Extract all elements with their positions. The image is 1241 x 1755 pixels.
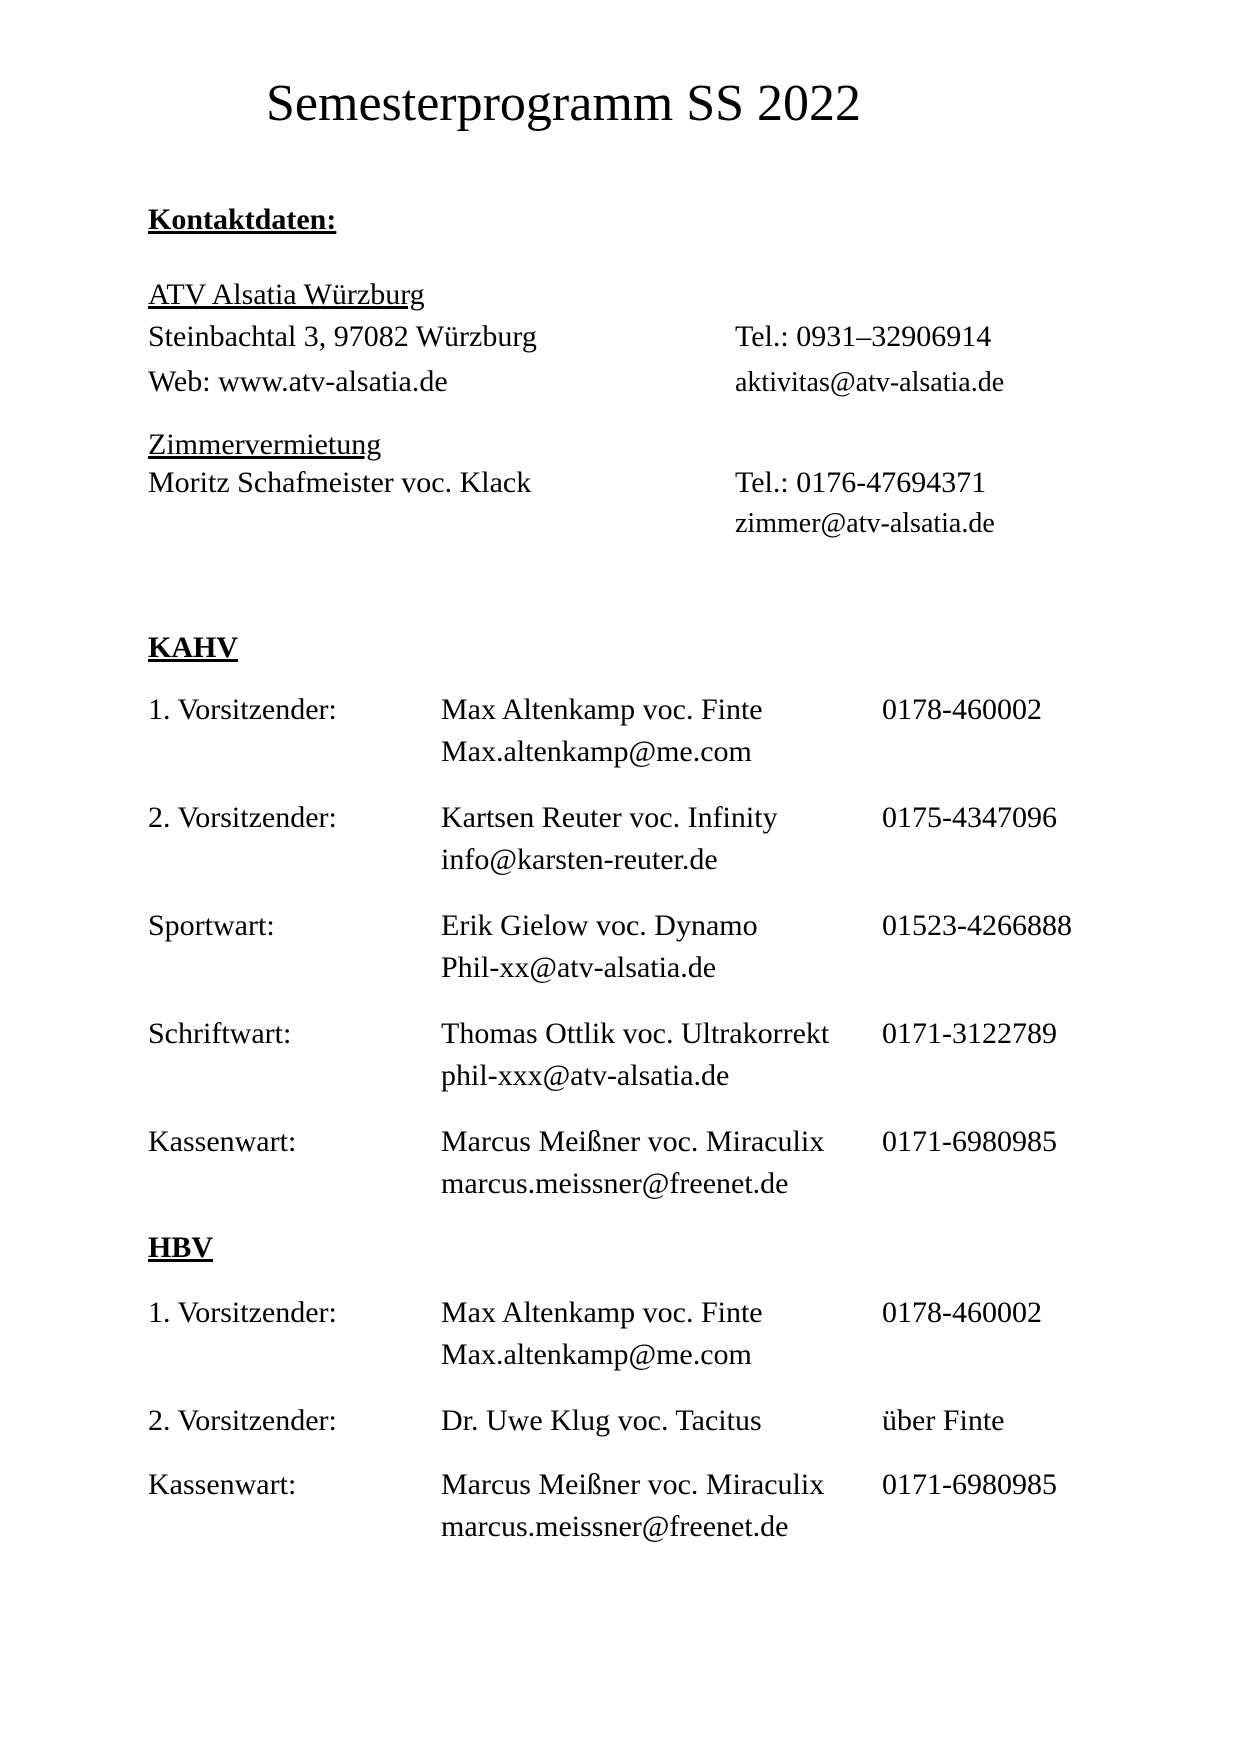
kahv-name: Marcus Meißner voc. Miraculix — [441, 1125, 825, 1158]
org-address: Steinbachtal 3, 97082 Würzburg — [148, 320, 537, 353]
kahv-name: Erik Gielow voc. Dynamo — [441, 909, 758, 942]
kahv-phone: 01523-4266888 — [882, 909, 1072, 942]
kahv-email: info@karsten-reuter.de — [441, 843, 718, 876]
kahv-heading: KAHV — [148, 631, 238, 664]
hbv-phone: 0178-460002 — [882, 1296, 1042, 1329]
kahv-phone: 0171-3122789 — [882, 1017, 1057, 1050]
hbv-role: 2. Vorsitzender: — [148, 1404, 337, 1437]
hbv-phone: über Finte — [882, 1404, 1005, 1437]
org-web: Web: www.atv-alsatia.de — [148, 365, 448, 398]
contact-heading: Kontaktdaten: — [148, 203, 337, 236]
rooms-person: Moritz Schafmeister voc. Klack — [148, 466, 532, 499]
kahv-email: Phil-xx@atv-alsatia.de — [441, 951, 717, 984]
kahv-role: Schriftwart: — [148, 1017, 292, 1050]
hbv-role: Kassenwart: — [148, 1468, 297, 1501]
kahv-email: Max.altenkamp@me.com — [441, 735, 752, 768]
kahv-role: 2. Vorsitzender: — [148, 801, 337, 834]
page-title: Semesterprogramm SS 2022 — [266, 75, 862, 132]
kahv-phone: 0171-6980985 — [882, 1125, 1057, 1158]
hbv-phone: 0171-6980985 — [882, 1468, 1057, 1501]
kahv-phone: 0178-460002 — [882, 693, 1042, 726]
hbv-heading: HBV — [148, 1231, 214, 1264]
hbv-email: marcus.meissner@freenet.de — [441, 1510, 789, 1543]
kahv-name: Thomas Ottlik voc. Ultrakorrekt — [441, 1017, 830, 1050]
org-tel: Tel.: 0931–32906914 — [735, 320, 992, 353]
hbv-name: Marcus Meißner voc. Miraculix — [441, 1468, 825, 1501]
org-name: ATV Alsatia Würzburg — [148, 278, 425, 311]
rooms-heading: Zimmervermietung — [148, 428, 382, 461]
kahv-email: phil-xxx@atv-alsatia.de — [441, 1059, 730, 1092]
hbv-role: 1. Vorsitzender: — [148, 1296, 337, 1329]
org-email: aktivitas@atv-alsatia.de — [735, 367, 1005, 398]
hbv-name: Dr. Uwe Klug voc. Tacitus — [441, 1404, 762, 1437]
kahv-role: 1. Vorsitzender: — [148, 693, 337, 726]
kahv-phone: 0175-4347096 — [882, 801, 1057, 834]
kahv-email: marcus.meissner@freenet.de — [441, 1167, 789, 1200]
hbv-name: Max Altenkamp voc. Finte — [441, 1296, 763, 1329]
hbv-email: Max.altenkamp@me.com — [441, 1338, 752, 1371]
rooms-email: zimmer@atv-alsatia.de — [735, 508, 995, 539]
kahv-name: Kartsen Reuter voc. Infinity — [441, 801, 778, 834]
kahv-name: Max Altenkamp voc. Finte — [441, 693, 763, 726]
kahv-role: Sportwart: — [148, 909, 275, 942]
kahv-role: Kassenwart: — [148, 1125, 297, 1158]
rooms-tel: Tel.: 0176-47694371 — [735, 466, 987, 499]
